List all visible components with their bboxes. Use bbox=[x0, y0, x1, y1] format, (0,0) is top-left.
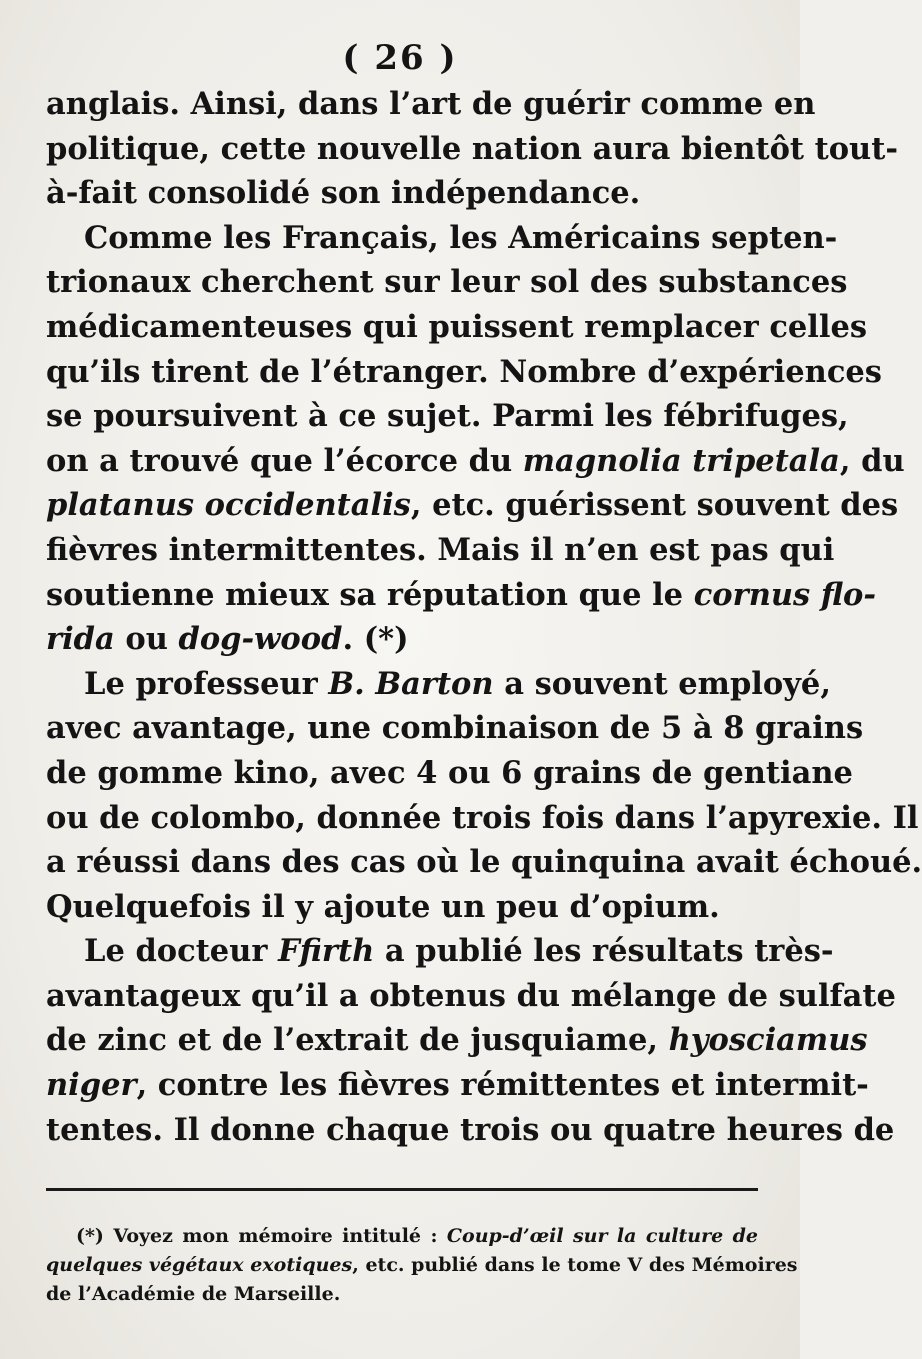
footnote-line: de l’Académie de Marseille. bbox=[46, 1283, 341, 1305]
text-line bbox=[46, 573, 877, 618]
text-run: soutienne mieux sa réputation que le bbox=[46, 576, 694, 613]
text-line: avantageux qu’il a obtenus du mélange de sulfate bbox=[46, 977, 896, 1014]
person-name-ffirth: Ffirth bbox=[278, 933, 375, 970]
text-line: tentes. Il donne chaque trois ou quatre heures de bbox=[46, 1111, 895, 1148]
text-run: , du bbox=[839, 442, 905, 479]
text-run: Le professeur bbox=[84, 665, 329, 702]
text-line bbox=[46, 1063, 869, 1108]
species-name-platanus: platanus occidentalis bbox=[46, 487, 411, 524]
text-run: a publié les résultats très- bbox=[374, 933, 834, 970]
text-line: à-fait consolidé son indépendance. bbox=[46, 175, 641, 212]
text-line: de gomme kino, avec 4 ou 6 grains de gentiane bbox=[46, 754, 853, 791]
species-name-niger: niger bbox=[46, 1067, 137, 1104]
text-line bbox=[46, 617, 756, 662]
footnote-title-cont: quelques végétaux exotiques bbox=[46, 1254, 353, 1276]
text-line: trionaux cherchent sur leur sol des substances bbox=[46, 264, 848, 301]
footnote-line bbox=[46, 1251, 798, 1280]
text-run: (*) Voyez mon mémoire intitulé : bbox=[76, 1225, 447, 1247]
page-number: ( 26 ) bbox=[342, 38, 458, 78]
text-line: qu’ils tirent de l’étranger. Nombre d’expériences bbox=[46, 353, 882, 390]
species-name-florida: rida bbox=[46, 621, 115, 658]
footnote-line bbox=[46, 1222, 758, 1251]
text-line: médicamenteuses qui puissent remplacer celles bbox=[46, 308, 868, 345]
body-text bbox=[46, 82, 922, 1152]
text-line: a réussi dans des cas où le quinquina avait échoué. bbox=[46, 844, 922, 881]
text-run: a souvent employé, bbox=[493, 665, 831, 702]
text-run: , contre les fièvres rémittentes et intermit- bbox=[136, 1067, 869, 1104]
text-line bbox=[46, 1018, 868, 1063]
text-line: ou de colombo, donnée trois fois dans l’apyrexie. Il bbox=[46, 799, 919, 836]
text-run: ou bbox=[114, 621, 179, 658]
text-line bbox=[46, 662, 831, 707]
species-name-magnolia: magnolia tripetala bbox=[522, 442, 840, 479]
species-name-cornus: cornus flo- bbox=[693, 576, 877, 613]
footnote-title: Coup-d’œil sur la culture de bbox=[446, 1225, 758, 1247]
footnote-divider bbox=[46, 1188, 758, 1191]
text-line: avec avantage, une combinaison de 5 à 8 grains bbox=[46, 710, 864, 747]
text-run: de zinc et de l’extrait de jusquiame, bbox=[46, 1022, 669, 1059]
text-line: Quelquefois il y ajoute un peu d’opium. bbox=[46, 888, 720, 925]
text-run: Le docteur bbox=[84, 933, 279, 970]
text-line: fièvres intermittentes. Mais il n’en est pas qui bbox=[46, 531, 835, 568]
text-run: on a trouvé que l’écorce du bbox=[46, 442, 523, 479]
text-line: Comme les Français, les Américains septen- bbox=[84, 219, 838, 256]
text-run: , etc. guérissent souvent des bbox=[410, 487, 899, 524]
text-line bbox=[46, 929, 834, 974]
species-name-hyosciamus: hyosciamus bbox=[668, 1022, 868, 1059]
footnote bbox=[46, 1222, 798, 1309]
text-line: se poursuivent à ce sujet. Parmi les fébrifuges, bbox=[46, 398, 849, 435]
person-name-barton: B. Barton bbox=[328, 665, 494, 702]
text-line: politique, cette nouvelle nation aura bientôt tout- bbox=[46, 130, 898, 167]
text-line bbox=[46, 439, 905, 484]
footnote-marker: . (*) bbox=[342, 621, 409, 658]
text-line bbox=[46, 483, 899, 528]
common-name-dogwood: dog-wood bbox=[178, 621, 343, 658]
text-line: anglais. Ainsi, dans l’art de guérir comme en bbox=[46, 86, 816, 122]
text-run: , etc. publié dans le tome V des Mémoires bbox=[352, 1254, 798, 1276]
